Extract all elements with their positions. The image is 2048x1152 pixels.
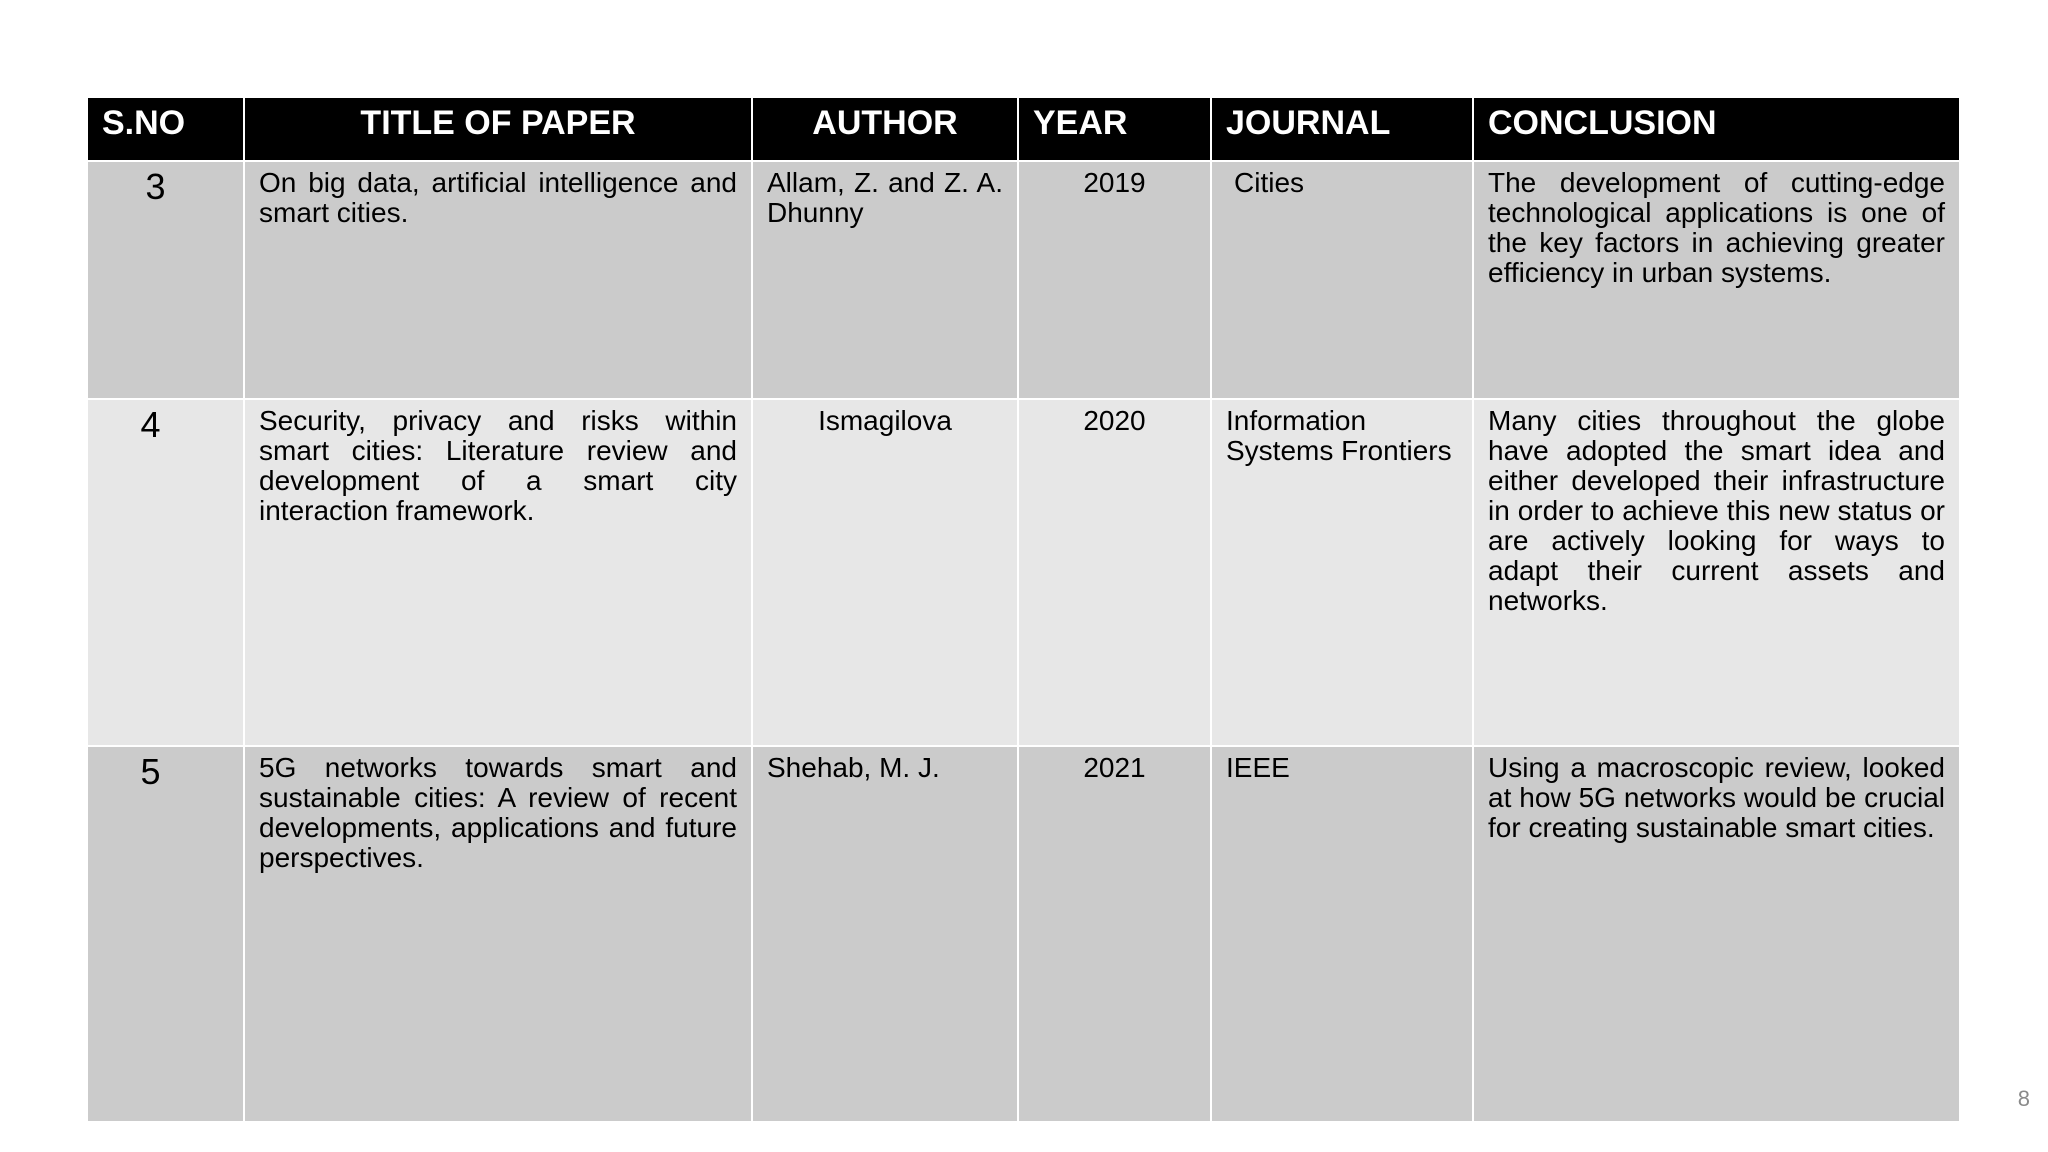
cell-conclusion: Many cities throughout the globe have adopted the smart idea and either developed their infrastructure in order to achieve this new status or are actively looking for ways to adapt their current assets and networks. [1473,399,1960,746]
table-row [87,746,1960,1122]
cell-title: On big data, artificial intelligence and smart cities. [244,161,752,399]
header-conclusion: CONCLUSION [1473,97,1960,161]
header-sno: S.NO [87,97,244,161]
page-number: 8 [2017,1086,2030,1111]
table-row [87,399,1960,746]
cell-author: Shehab, M. J. [752,746,1018,1122]
cell-conclusion: The development of cutting-edge technological applications is one of the key factors in achieving greater efficiency in urban systems. [1473,161,1960,399]
header-author: AUTHOR [752,97,1018,161]
cell-sno: 3 [87,161,244,399]
cell-conclusion: Using a macroscopic review, looked at how 5G networks would be crucial for creating sustainable smart cities. [1473,746,1960,1122]
literature-review-table [86,96,1961,1123]
cell-journal: IEEE [1211,746,1473,1122]
header-year: YEAR [1018,97,1211,161]
cell-journal: Cities [1211,161,1473,399]
header-title-of-paper: TITLE OF PAPER [244,97,752,161]
cell-author: Ismagilova [752,399,1018,746]
cell-journal: Information Systems Frontiers [1211,399,1473,746]
cell-year: 2020 [1018,399,1211,746]
table-row [87,161,1960,399]
cell-title: 5G networks towards smart and sustainable cities: A review of recent developments, applications and future perspectives. [244,746,752,1122]
header-journal: JOURNAL [1211,97,1473,161]
cell-sno: 4 [87,399,244,746]
cell-sno: 5 [87,746,244,1122]
cell-year: 2019 [1018,161,1211,399]
cell-year: 2021 [1018,746,1211,1122]
cell-title: Security, privacy and risks within smart cities: Literature review and development of a smart city interaction framework. [244,399,752,746]
table-header-row [87,97,1960,161]
cell-author: Allam, Z. and Z. A. Dhunny [752,161,1018,399]
